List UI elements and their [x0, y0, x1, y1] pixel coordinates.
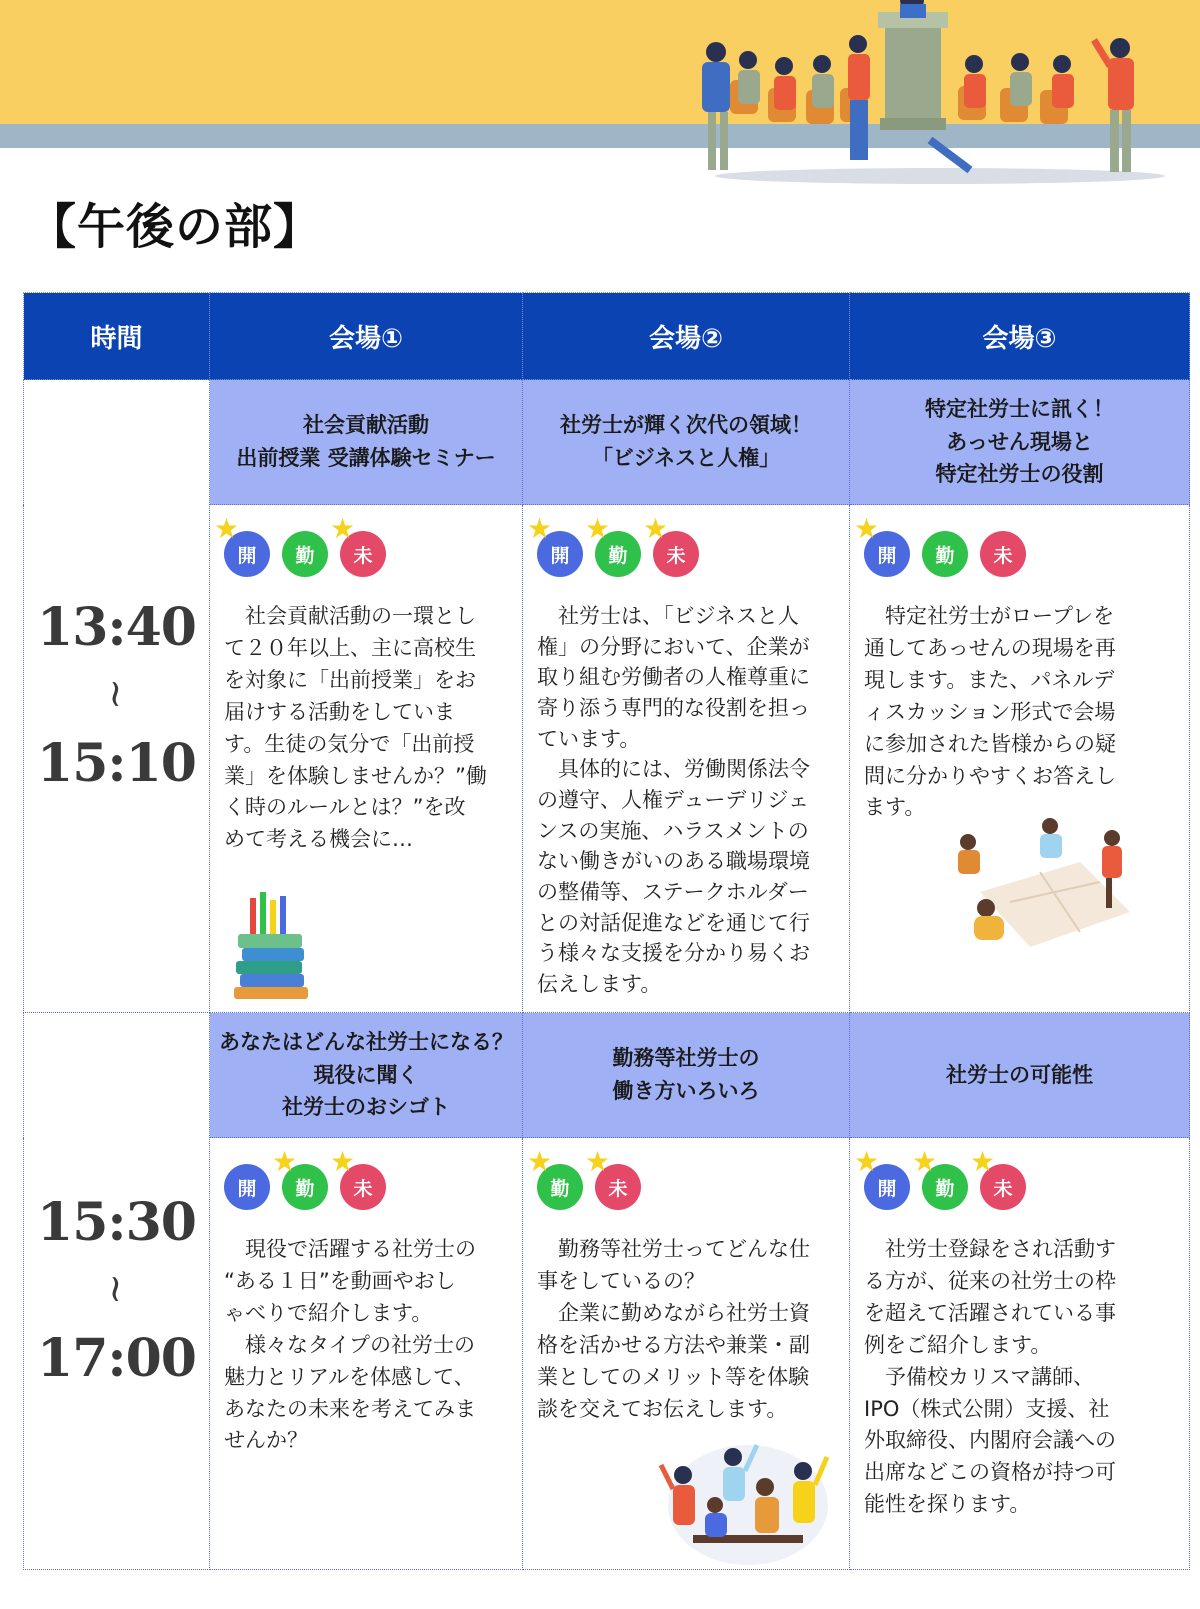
badge-kin: ★ 勤	[922, 1164, 968, 1210]
session-title-line: あなたはどんな社労士になる？	[219, 1030, 513, 1055]
star-icon: ★	[214, 512, 240, 545]
seminar-audience-illustration	[690, 0, 1180, 190]
star-icon: ★	[970, 1145, 996, 1178]
badge-kin: 勤	[282, 531, 328, 577]
badge-mi: ★ 未	[980, 1164, 1026, 1210]
badge-mi: ★ 未	[340, 1164, 386, 1210]
session-title-line: 現役に聞く	[313, 1062, 419, 1087]
session-title	[523, 380, 850, 505]
session-title-line: 社会貢献活動	[303, 413, 429, 438]
session-title-line: 「ビジネスと人権」	[591, 446, 781, 470]
puzzle-team-illustration	[940, 812, 1140, 962]
session-title-line: 勤務等社労士の	[612, 1046, 760, 1071]
session-title	[850, 1013, 1190, 1138]
slot-1-start-time: 13:40	[37, 597, 196, 659]
star-icon: ★	[854, 1145, 880, 1178]
star-icon: ★	[272, 1145, 298, 1178]
session-title-line: 社労士のおシゴト	[282, 1095, 450, 1120]
session-title-line: 特定社労士の役割	[935, 462, 1104, 487]
header-venue-2: 会場②	[523, 293, 850, 380]
session-title	[523, 1013, 850, 1138]
badge-kin: ★ 勤	[595, 531, 641, 577]
badge-list	[854, 1145, 1177, 1210]
header-venue-1: 会場①	[210, 293, 523, 380]
session-description: 現役で活躍する社労士の “ある１日”を動画やおし ゃべりで紹介します。 様々なタイプの社労士の 魅力とリアルを体感して、 あなたの未来を考えてみま せんか？	[224, 1237, 476, 1453]
session-title-line: 社労士が輝く次代の領域！	[560, 413, 812, 438]
session-title-line: 社労士の可能性	[946, 1062, 1093, 1087]
session-body	[850, 505, 1190, 1013]
books-illustration	[232, 890, 320, 1000]
badge-list	[527, 1145, 837, 1210]
badge-list	[854, 512, 1177, 577]
badge-kai: ★ 開	[864, 531, 910, 577]
slot-1-time-separator: ~	[94, 678, 139, 710]
badge-kin: 勤	[922, 531, 968, 577]
session-description: 特定社労士がロープレを 通してあっせんの現場を再 現します。また、パネルデ ィスカッション形式で会場 に参加された皆様からの疑 問に分かりやすくお答えし ます。	[864, 604, 1116, 820]
star-icon: ★	[854, 512, 880, 545]
star-icon: ★	[527, 512, 553, 545]
slot-2-end-time: 17:00	[37, 1328, 196, 1389]
header-venue-3: 会場③	[850, 293, 1190, 380]
star-icon: ★	[912, 1145, 938, 1178]
badge-mi: ★ 未	[595, 1164, 641, 1210]
session-title-line: 働き方いろいろ	[612, 1079, 760, 1103]
session-body	[210, 1138, 523, 1570]
badge-kin: ★ 勤	[537, 1164, 583, 1210]
badge-mi: ★ 未	[340, 531, 386, 577]
badge-kai: ★ 開	[537, 531, 583, 577]
session-title	[210, 1013, 523, 1138]
schedule-table	[23, 292, 1190, 1570]
session-body	[850, 1138, 1190, 1570]
session-description: 社労士は、「ビジネスと人 権」の分野において、企業が 取り組む労働者の人権尊重に 寄り添う専門的な役割を担っ ています。 具体的には、労働関係法令 の遵守、人権デューデリジェ ンスの実施、ハラスメントの ない働きがいのある職場環境 の整備等、ステークホルダー との対話促進などを通じて行 う様々な支援を分かり易くお 伝えします。	[537, 604, 810, 996]
badge-kai: ★ 開	[224, 531, 270, 577]
badge-list	[527, 512, 837, 577]
session-title-line: 出前授業 受講体験セミナー	[236, 446, 496, 470]
badge-mi: 未	[980, 531, 1026, 577]
slot-1-title-row	[24, 380, 1190, 505]
star-icon: ★	[330, 1145, 356, 1178]
cheering-team-illustration	[653, 1435, 833, 1565]
slot-2-time-separator: ~	[94, 1273, 139, 1305]
session-description: 社労士登録をされ活動す る方が、従来の社労士の枠 を超えて活躍されている事 例をご紹介します。 予備校カリスマ講師、 IPO（株式公開）支援、社 外取締役、内閣府会議への 出席などこの資格が持つ可 能性を探ります。	[864, 1237, 1116, 1517]
star-icon: ★	[330, 512, 356, 545]
star-icon: ★	[643, 512, 669, 545]
slot-2-time	[24, 1013, 210, 1570]
session-title	[210, 380, 523, 505]
slot-2-start-time: 15:30	[37, 1192, 196, 1254]
slot-1-time	[24, 380, 210, 1013]
session-body	[523, 505, 850, 1013]
session-title-line: あっせん現場と	[946, 429, 1093, 454]
badge-kai: 開	[224, 1164, 270, 1210]
session-title-line: 特定社労士に訊く！	[925, 397, 1114, 422]
session-body	[210, 505, 523, 1013]
slot-2-title-row	[24, 1013, 1190, 1138]
header-time: 時間	[24, 293, 210, 380]
star-icon: ★	[527, 1145, 553, 1178]
star-icon: ★	[585, 1145, 611, 1178]
page-title: 【午後の部】	[28, 199, 323, 255]
session-title	[850, 380, 1190, 505]
session-description: 勤務等社労士ってどんな仕 事をしているの？ 企業に勤めながら社労士資 格を活かせる方法や兼業・副 業としてのメリット等を体験 談を交えてお伝えします。	[537, 1237, 810, 1421]
badge-mi: ★ 未	[653, 531, 699, 577]
badge-list	[224, 1145, 510, 1210]
session-body	[523, 1138, 850, 1570]
badge-list	[214, 512, 510, 577]
badge-kai: ★ 開	[864, 1164, 910, 1210]
star-icon: ★	[585, 512, 611, 545]
header-row	[24, 293, 1190, 380]
session-description: 社会貢献活動の一環とし て２０年以上、主に高校生 を対象に「出前授業」をお 届けする活動をしていま す。生徒の気分で「出前授 業」を体験しませんか？”働 く時のルールとは？”を改 めて考える機会に…	[224, 604, 487, 852]
slot-1-end-time: 15:10	[37, 733, 196, 794]
badge-kin: ★ 勤	[282, 1164, 328, 1210]
